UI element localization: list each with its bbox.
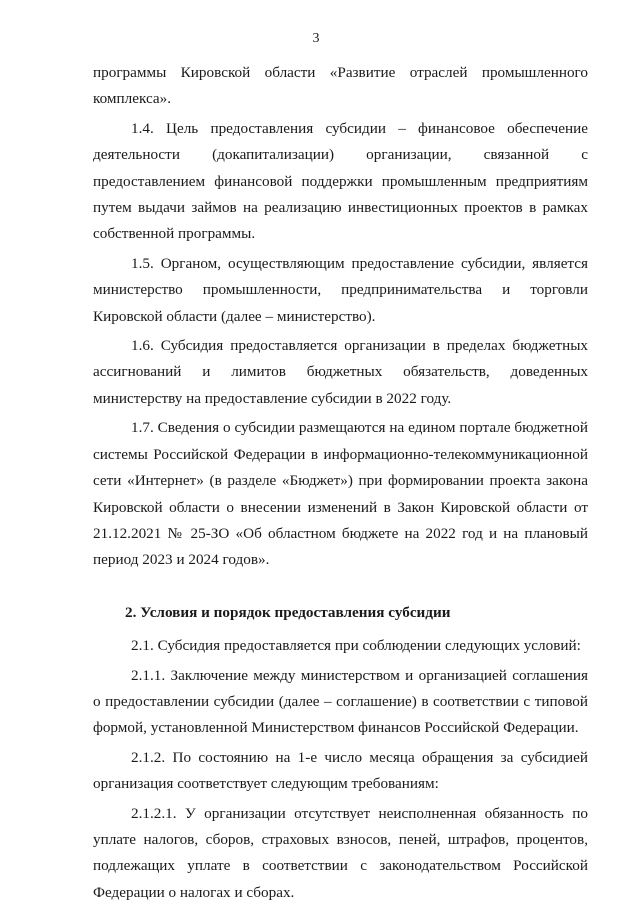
paragraph-2-1-2-1: 2.1.2.1. У организации отсутствует неисполненная обязанность по уплате налогов, сборов, страховых взносов, пеней, штрафов, процентов, подлежащих уплате в соответствии с законодательством Российской Федерации о налогах и сборах. [93, 804, 588, 901]
paragraph-1-4: 1.4. Цель предоставления субсидии – финансовое обеспечение деятельности (докапитализации) организации, связанной с предоставлением финансовой поддержки промышленным предприятиям путем выдачи займов на реализацию инвестиционных проектов в рамках собственной программы. [93, 119, 588, 243]
paragraph-2-1-1: 2.1.1. Заключение между министерством и организацией соглашения о предоставлении субсидии (далее – соглашение) в соответствии с типовой формой, установленной Министерством финансов Российской Федерации. [93, 666, 588, 737]
paragraph-1-5: 1.5. Органом, осуществляющим предоставление субсидии, является министерство промышленности, предпринимательства и торговли Кировской области (далее – министерство). [93, 254, 588, 325]
section-heading: 2. Условия и порядок предоставления субсидии [125, 603, 451, 621]
page-number: 3 [312, 31, 320, 46]
paragraph-program-continuation: программы Кировской области «Развитие отраслей промышленного комплекса». [93, 64, 588, 108]
paragraph-1-6: 1.6. Субсидия предоставляется организации в пределах бюджетных ассигнований и лимитов бюджетных обязательств, доведенных министерству на предоставление субсидии в 2022 году. [93, 337, 588, 407]
paragraph-1-7: 1.7. Сведения о субсидии размещаются на едином портале бюджетной системы Российской Федерации в информационно-телекоммуникационной сети «Интернет» (в разделе «Бюджет») при формировании проекта закона Кировской области о внесении изменений в Закон Кировской области от 21.12.2021 № 25-ЗО «Об областном бюджете на 2022 год и на плановый период 2023 и 2024 годов». [93, 419, 588, 569]
paragraph-2-1: 2.1. Субсидия предоставляется при соблюдении следующих условий: [131, 637, 581, 655]
paragraph-2-1-2: 2.1.2. По состоянию на 1-е число месяца обращения за субсидией организация соответствует следующим требованиям: [93, 748, 588, 793]
document-body [93, 60, 588, 906]
